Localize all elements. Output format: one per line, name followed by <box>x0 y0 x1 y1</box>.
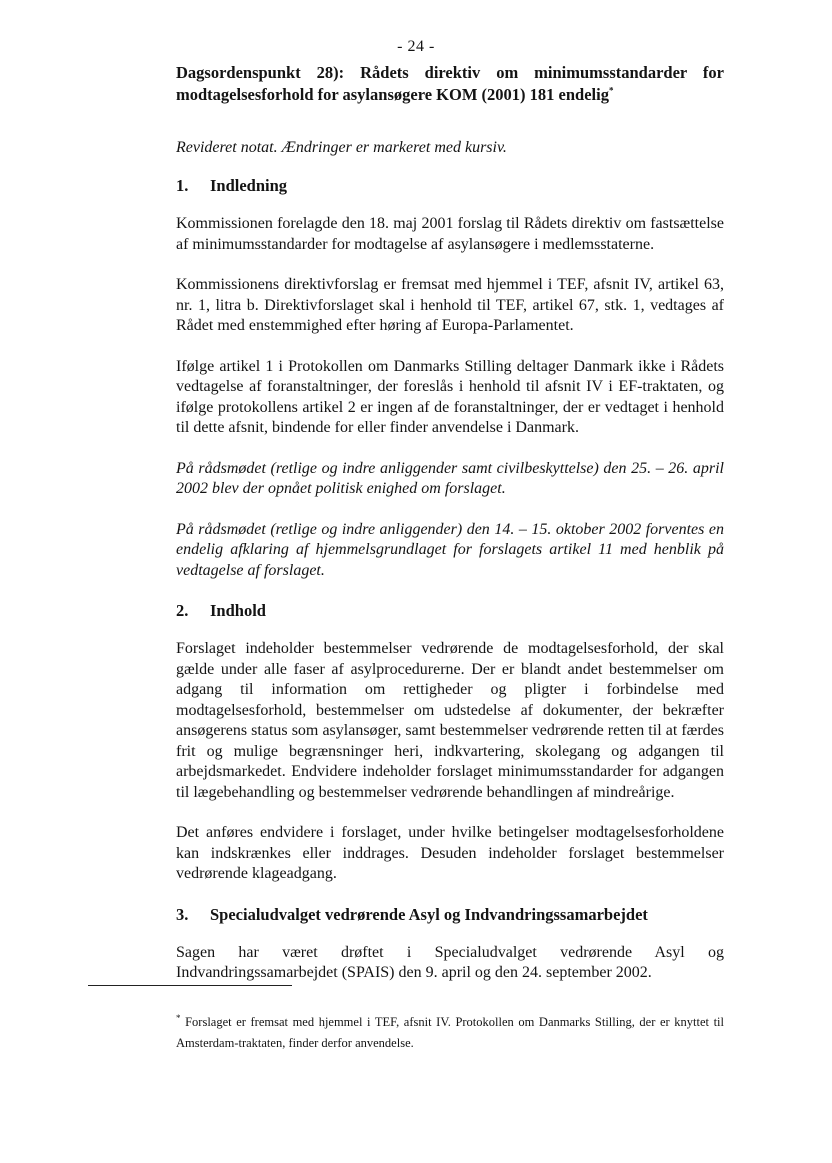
section-number: 1. <box>176 176 189 195</box>
title-footnote-marker: * <box>608 85 614 96</box>
document-title <box>176 62 724 106</box>
section-number: 2. <box>176 601 189 620</box>
footnote-text: Forslaget er fremsat med hjemmel i TEF, afsnit IV. Protokollen om Danmarks Stilling, der er knyttet til Amsterdam-traktaten, finder derfor anvendelse. <box>176 1015 725 1050</box>
page-number: - 24 - <box>397 38 435 55</box>
paragraph: Sagen har været drøftet i Specialudvalget vedrørende Asyl og Indvandringssamarbejdet (SPAIS) den 9. april og den 24. september 2002. <box>176 943 724 981</box>
footnote-marker: * <box>176 1012 181 1023</box>
section-title: Specialudvalget vedrørende Asyl og Indvandringssamarbejdet <box>210 904 648 924</box>
paragraph-revised: På rådsmødet (retlige og indre anliggender samt civilbeskyttelse) den 25. – 26. april 2002 blev der opnået politisk enighed om forslaget. <box>176 459 724 497</box>
section-heading-indhold <box>176 601 724 621</box>
section-heading-specialudvalget <box>176 905 724 925</box>
section-title: Indledning <box>210 176 288 195</box>
revision-note: Revideret notat. Ændringer er markeret med kursiv. <box>176 139 507 156</box>
title-text: Dagsordenspunkt 28): Rådets direktiv om minimumsstandarder for modtagelsesforhold for asylansøgere KOM (2001) 181 endelig <box>176 63 724 104</box>
section-number: 3. <box>176 904 189 924</box>
section-title: Indhold <box>210 601 266 620</box>
footnote <box>176 1012 724 1054</box>
document-body <box>176 62 724 984</box>
footnote-divider <box>88 985 292 986</box>
paragraph: Ifølge artikel 1 i Protokollen om Danmarks Stilling deltager Danmark ikke i Rådets vedtagelse af foranstaltninger, der foreslås i henhold til afsnit IV i EF-traktaten, og ifølge protokollens artikel 2 er ingen af de foranstaltninger, der er vedtaget i henhold til dette afsnit, bindende for eller finder anvendelse i Danmark. <box>176 357 724 436</box>
paragraph: Forslaget indeholder bestemmelser vedrørende de modtagelsesforhold, der skal gælde under alle faser af asylprocedurerne. Der er blandt andet bestemmelser om adgang til information om rettigheder og pligter i forbindelse med modtagelsesforhold, bestemmelser om udstedelse af dokumenter, der bekræfter ansøgerens status som asylansøger, samt bestemmelser vedrørende retten til at færdes frit og mulige begrænsninger heri, indkvartering, skolegang og adgangen til arbejdsmarkedet. Endvidere indeholder forslaget minimumsstandarder for adgangen til lægebehandling og bestemmelser vedrørende behandlingen af mindreårige. <box>176 640 724 801</box>
paragraph: Kommissionen forelagde den 18. maj 2001 forslag til Rådets direktiv om fastsættelse af minimumsstandarder for modtagelse af asylansøgere i medlemsstaterne. <box>176 215 724 253</box>
paragraph: Kommissionens direktivforslag er fremsat med hjemmel i TEF, afsnit IV, artikel 63, nr. 1, litra b. Direktivforslaget skal i henhold til TEF, artikel 67, stk. 1, vedtages af Rådet med enstemmighed efter høring af Europa-Parlamentet. <box>176 276 724 334</box>
section-heading-indledning <box>176 176 724 196</box>
paragraph-revised: På rådsmødet (retlige og indre anliggender) den 14. – 15. oktober 2002 forventes en endelig afklaring af hjemmelsgrundlaget for forslagets artikel 11 med henblik på vedtagelse af forslaget. <box>176 520 724 579</box>
paragraph: Det anføres endvidere i forslaget, under hvilke betingelser modtagelsesforholdene kan indskrænkes eller inddrages. Desuden indeholder forslaget bestemmelser vedrørende klageadgang. <box>176 824 724 882</box>
